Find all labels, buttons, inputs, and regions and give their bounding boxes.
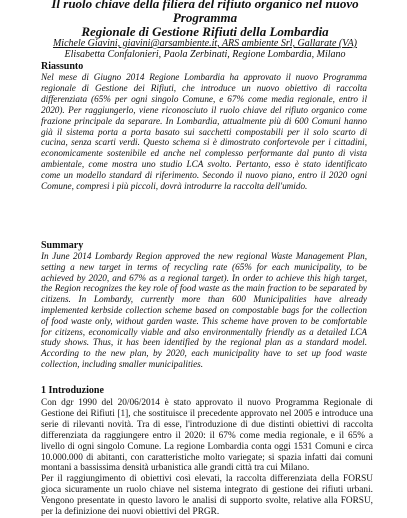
summary-text: In June 2014 Lombardy Region approved the new regional Waste Management Plan, setting a new target in terms of recycling rate (65% for each municipality, to be achieved by 2020, and 67% as a regional target). In order to achieve this high target, the Region recognizes the key role of food waste as the main fraction to be separated by citizens. In Lombardy, currently more than 600 Municipalities have already implemented kerbside collection scheme based on compostable bags for the collection of food waste only, without garden waste. This scheme have proven to be comfortable for citizens, economically viable and also environmentally friendly as a detailed LCA study shows. Thus, it has been identified by the regional plan as a standard model. According to the new plan, by 2020, each municipality have to set up food waste collection, including smaller municipalities. [41, 251, 367, 369]
author-line-1: Michele Giavini, giavini@arsambiente.it, ARS ambiente Srl, Gallarate (VA) [52, 38, 358, 49]
paper-title [20, 0, 390, 39]
riassunto-heading: Riassunto [41, 61, 84, 72]
title-line-2: Regionale di Gestione Rifiuti della Lombardia [81, 24, 329, 39]
introduction-paragraph-2: Per il raggiungimento di obiettivi così elevati, la raccolta differenziata della FORSU gioca sicuramente un ruolo chiave nel sistema integrato di gestione dei rifiuti urbani. Vengono presentate in questo lavoro le analisi di supporto svolte, relative alla FORSU, per la definizione dei nuovi obiettivi del PRGR. [41, 474, 373, 518]
riassunto-text: Nel mese di Giugno 2014 Regione Lombardia ha approvato il nuovo Programma regionale di Gestione dei Rifiuti, che introduce un nuovo obiettivo di raccolta differenziata (65% per ogni singolo Comune, e 67% come media regionale, entro il 2020). Per raggiungerlo, viene riconosciuto il ruolo chiave del rifiuto organico come frazione principale da separare. In Lombardia, attualmente più di 600 Comuni hanno già il sistema porta a porta basato sui sacchetti compostabili per il solo scarto di cucina, senza scarti verdi. Questo schema si è dimostrato confortevole per i cittadini, economicamente sostenibile ed anche nel complesso performante dal punto di vista ambientale, come mostra uno studio LCA svolto. Pertanto, esso è stato identificato come un modello standard di riferimento. Secondo il nuovo piano, entro il 2020 ogni Comune, compresi i più piccoli, dovrà introdurre la raccolta dell'umido. [41, 72, 367, 192]
summary-heading: Summary [41, 240, 84, 251]
title-line-1: Il ruolo chiave della filiera del rifiuto organico nel nuovo Programma [51, 0, 359, 25]
author-block [20, 38, 390, 60]
author-line-2: Elisabetta Confalonieri, Paola Zerbinati, Regione Lombardia, Milano [64, 49, 346, 60]
introduction-body [41, 398, 373, 518]
introduction-heading: 1 Introduzione [41, 385, 104, 396]
introduction-paragraph-1: Con dgr 1990 del 20/06/2014 è stato approvato il nuovo Programma Regionale di Gestione dei Rifiuti [1], che sostituisce il precedente approvato nel 2005 e introduce una serie di rilevanti novità. Tra di esse, l'introduzione di due distinti obiettivi di raccolta differenziata da raggiungere entro il 2020: il 67% come media regionale, e il 65% a livello di ogni singolo Comune. La regione Lombardia conta oggi 1531 Comuni e circa 10.000.000 di abitanti, con caratteristiche molto variegate; si spazia infatti dai comuni montani a bassissima densità urbanistica alle grandi città tra cui Milano. [41, 398, 373, 474]
